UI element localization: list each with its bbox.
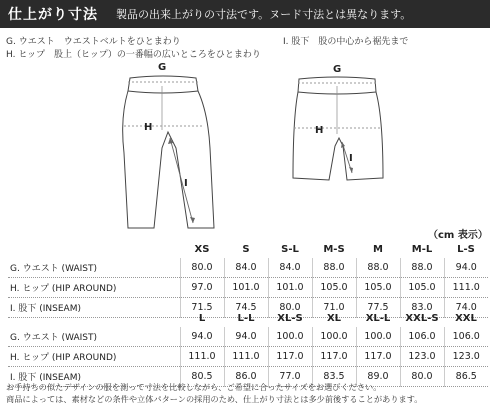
long-pants-label-h: H (144, 122, 153, 133)
long-pants-label-i: I (184, 178, 188, 189)
table-cell: 80.0 (400, 367, 444, 387)
size-header: XS (194, 243, 210, 255)
table-cell: 111.0 (444, 278, 488, 298)
unit-label: （cm 表示） (428, 230, 488, 241)
table-cell: 94.0 (444, 258, 488, 278)
table-header-row (8, 309, 488, 327)
table-cell: 71.5 (180, 298, 224, 318)
size-header: XXL (455, 312, 477, 324)
row-label: G. ウエスト (WAIST) (8, 258, 180, 278)
table-cell: 77.5 (356, 298, 400, 318)
footnotes (6, 381, 422, 405)
size-header: S-L (281, 243, 299, 255)
footnote: 商品によっては、素材などの条件や立体パターンの採用のため、仕上がり寸法とは多少前後することがあります。 (6, 394, 423, 404)
table-cell: 123.0 (444, 347, 488, 367)
table-cell: 111.0 (180, 347, 224, 367)
table-cell: 106.0 (444, 327, 488, 347)
long-pants-diagram (118, 58, 228, 230)
table-cell: 106.0 (400, 327, 444, 347)
table-cell: 94.0 (224, 327, 268, 347)
table-cell: 74.0 (444, 298, 488, 318)
row-label: G. ウエスト (WAIST) (8, 327, 180, 347)
table-cell: 100.0 (312, 327, 356, 347)
table-row (8, 278, 488, 298)
table-row (8, 258, 488, 278)
table-cell: 117.0 (356, 347, 400, 367)
table-cell: 105.0 (356, 278, 400, 298)
table-cell: 88.0 (400, 258, 444, 278)
table-cell: 77.0 (268, 367, 312, 387)
size-header: XL-S (277, 312, 303, 324)
table-cell: 105.0 (400, 278, 444, 298)
table-cell: 80.0 (180, 258, 224, 278)
table-cell: 111.0 (224, 347, 268, 367)
table-cell: 84.0 (224, 258, 268, 278)
row-label: I. 股下 (INSEAM) (8, 298, 180, 318)
table-cell: 97.0 (180, 278, 224, 298)
table-cell: 100.0 (356, 327, 400, 347)
size-header: L (198, 312, 206, 324)
size-header: M-L (411, 243, 433, 255)
definition-waist: G. ウエスト ウエストベルトをひとまわり (6, 37, 181, 47)
table-cell: 74.5 (224, 298, 268, 318)
row-label: H. ヒップ (HIP AROUND) (8, 278, 180, 298)
size-table-2 (8, 309, 488, 387)
table-cell: 101.0 (224, 278, 268, 298)
page-subtitle: 製品の出来上がりの寸法です。ヌード寸法とは異なります。 (116, 8, 412, 21)
table-cell: 88.0 (312, 258, 356, 278)
short-pants-diagram (285, 58, 390, 188)
size-header: XL (326, 312, 342, 324)
size-header: L-S (457, 243, 475, 255)
size-header: XL-L (365, 312, 391, 324)
footnote: お手持ちの似たデザインの服を測って寸法を比較しながら、ご希望に合ったサイズをお選びください。 (6, 382, 382, 392)
definition-inseam: I. 股下 股の中心から裾先まで (283, 37, 409, 47)
short-pants-label-g: G (333, 64, 342, 75)
table-cell: 100.0 (268, 327, 312, 347)
long-pants-label-g: G (158, 62, 167, 73)
table-cell: 105.0 (312, 278, 356, 298)
table-cell: 71.0 (312, 298, 356, 318)
table-cell: 86.5 (444, 367, 488, 387)
table-cell: 123.0 (400, 347, 444, 367)
table-header-row (8, 240, 488, 258)
short-pants-label-h: H (315, 125, 324, 136)
table-cell: 101.0 (268, 278, 312, 298)
size-header: M-S (323, 243, 345, 255)
page-title: 仕上がり寸法 (8, 7, 98, 23)
table-cell: 117.0 (268, 347, 312, 367)
table-cell: 86.0 (224, 367, 268, 387)
page-header (0, 0, 490, 28)
table-cell: 84.0 (268, 258, 312, 278)
size-header: M (373, 243, 383, 255)
size-header: XXL-S (405, 312, 439, 324)
size-table-1 (8, 240, 488, 318)
table-cell: 88.0 (356, 258, 400, 278)
row-label: I. 股下 (INSEAM) (8, 367, 180, 387)
short-pants-label-i: I (349, 153, 353, 164)
table-cell: 80.0 (268, 298, 312, 318)
row-label: H. ヒップ (HIP AROUND) (8, 347, 180, 367)
size-header: S (242, 243, 250, 255)
table-cell: 89.0 (356, 367, 400, 387)
definition-hip: H. ヒップ 股上（ヒップ）の一番幅の広いところをひとまわり (6, 50, 261, 60)
table-cell: 117.0 (312, 347, 356, 367)
table-cell: 83.5 (312, 367, 356, 387)
table-cell: 83.0 (400, 298, 444, 318)
table-cell: 94.0 (180, 327, 224, 347)
table-cell: 80.5 (180, 367, 224, 387)
table-row (8, 327, 488, 347)
size-header: L-L (237, 312, 255, 324)
table-row (8, 347, 488, 367)
